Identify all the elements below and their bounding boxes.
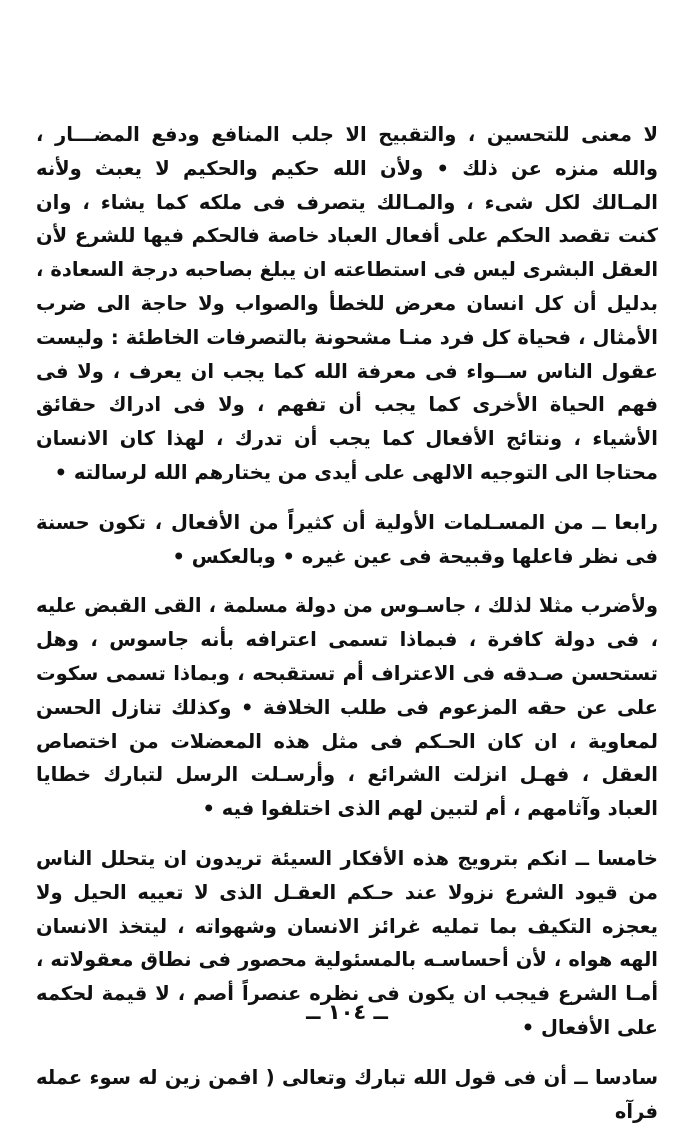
paragraph-4: خامسا ــ انكم بترويج هذه الأفكار السيئة تريدون ان يتحلل الناس من قيود الشرع نزولا عند حـكم العقـل الذى لا تعييه الحيل ولا يعجزه التكيف بما تمليه غرائز الانسان وشهواته ، ليتخذ الانسان الهه هواه ، لأن أحساسـه بالمسئولية محصور فى نطاق معقولاته ، أمـا الشرع فيجب ان يكون فى نظره عنصراً أصم ، لا قيمة لحكمه على الأفعال • <box>36 846 658 1039</box>
paragraph-2: رابعا ــ من المسـلمات الأولية أن كثيراً من الأفعال ، تكون حسنة فى نظر فاعلها وقبيحة فى عين غيره • وبالعكس • <box>36 510 658 568</box>
page-number: ــ ١٠٤ ــ <box>306 1000 388 1024</box>
page-body <box>36 118 658 1128</box>
paragraph-3: ولأضرب مثلا لذلك ، جاسـوس من دولة مسلمة ، القى القبض عليه ، فى دولة كافرة ، فبماذا تسمى اعترافه بأنه جاسوس ، وهل تستحسن صـدقه فى الاعتراف أم تستقبحه ، وبماذا تسمى سكوت على عن حقه المزعوم فى طلب الخلافة • وكذلك تنازل الحسن لمعاوية ، ان كان الحـكم فى مثل هذه المعضلات من اختصاص العقل ، فهـل انزلت الشرائع ، وأرسـلت الرسل لتبارك خطايا العباد وآثامهم ، أم لتبين لهم الذى اختلفوا فيه • <box>36 594 658 821</box>
paragraph-1: لا معنى للتحسين ، والتقبيح الا جلب المنافع ودفع المضـــار ، والله منزه عن ذلك • ولأن الله حكيم والحكيم لا يعبث ولأنه المـالك لكل شىء ، والمـالك يتصرف فى ملكه كما يشاء ، وان كنت تقصد الحكم على أفعال العباد خاصة فالحكم فيها للشرع لأن العقل البشرى ليس فى استطاعته ان يبلغ بصاحبه درجة السعادة ، بدليل أن كل انسان معرض للخطأ والصواب ولا حاجة الى ضرب الأمثال ، فحياة كل فرد منـا مشحونة بالتصرفات الخاطئة : وليست عقول الناس ســواء فى معرفة الله كما يجب ان يعرف ، ولا فى فهم الحياة الأخرى كما يجب أن تفهم ، ولا فى ادراك حقائق الأشياء ، ونتائج الأفعال كما يجب أن تدرك ، لهذا كان الانسان محتاجا الى التوجيه الالهى على أيدى من يختارهم الله لرسالته • <box>36 123 658 484</box>
paragraph-5: سادسا ــ أن فى قول الله تبارك وتعالى ( افمن زين له سوء عمله فرآه <box>36 1065 658 1123</box>
